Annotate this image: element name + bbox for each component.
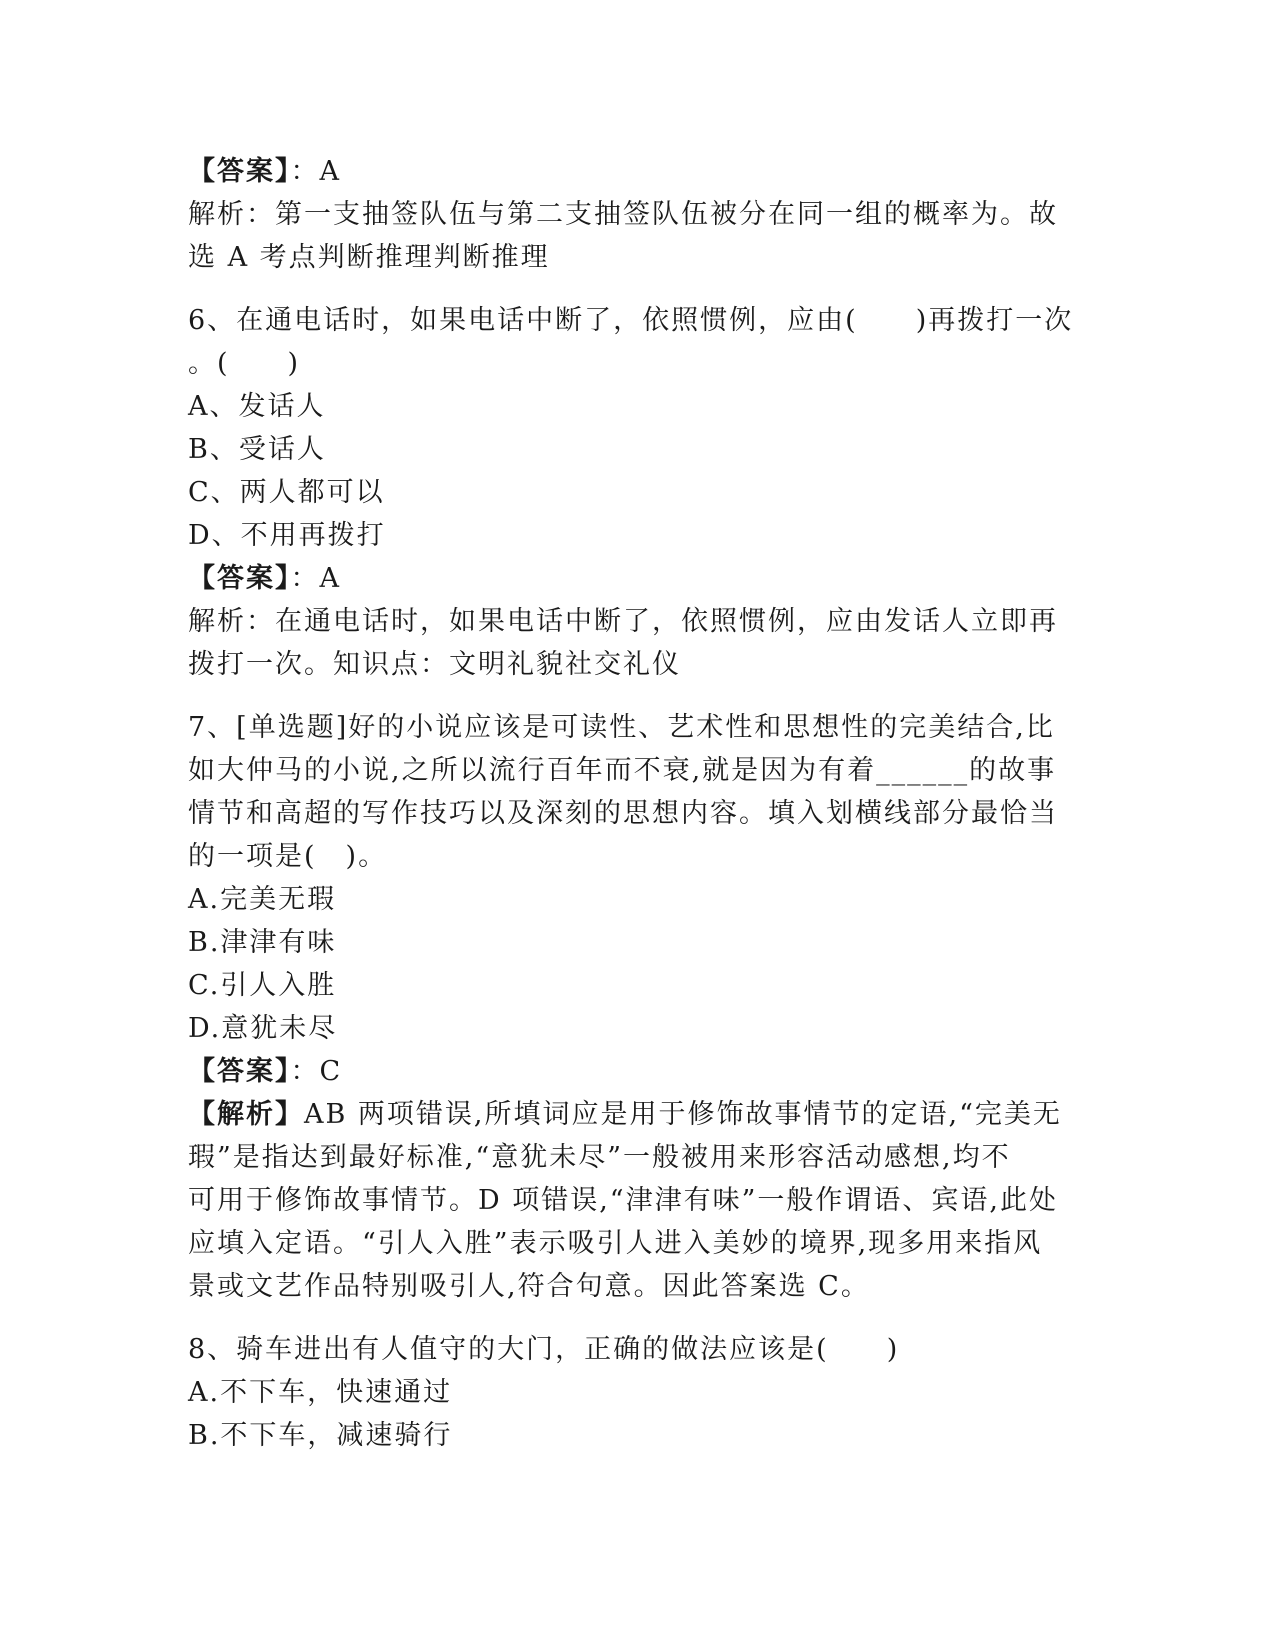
q5-explanation-line-1: 解析：第一支抽签队伍与第二支抽签队伍被分在同一组的概率为。故 — [188, 199, 1058, 230]
q6-explanation-line-1: 解析：在通电话时，如果电话中断了，依照惯例，应由发话人立即再 — [188, 606, 1058, 637]
q7-stem-line-3: 情节和高超的写作技巧以及深刻的思想内容。填入划横线部分最恰当 — [188, 798, 1058, 829]
q6-answer — [188, 557, 1088, 600]
q7-stem-line-2: 如大仲马的小说,之所以流行百年而不衰,就是因为有着______的故事 — [188, 755, 1057, 786]
q6-explanation-line-2: 拨打一次。知识点：文明礼貌社交礼仪 — [188, 649, 681, 680]
q6-stem-line-1: 6、在通电话时，如果电话中断了，依照惯例，应由( )再拨打一次 — [188, 305, 1074, 336]
q7-option-c: C.引人入胜 — [188, 970, 337, 1001]
q6-option-c: C、两人都可以 — [188, 477, 385, 508]
q7-explanation-line-4: 应填入定语。“引人入胜”表示吸引人进入美妙的境界,现多用来指风 — [188, 1228, 1043, 1259]
q7-option-b: B.津津有味 — [188, 927, 337, 958]
q7-answer — [188, 1050, 1088, 1093]
q6-option-a: A、发话人 — [188, 391, 326, 422]
q7-explanation-line-5: 景或文艺作品特别吸引人,符合句意。因此答案选 C。 — [188, 1271, 870, 1302]
q7-option-d: D.意犹未尽 — [188, 1013, 338, 1044]
q7-explanation-line-1-text: AB 两项错误,所填词应是用于修饰故事情节的定语,“完美无 — [304, 1099, 1062, 1130]
q5-answer — [188, 150, 1088, 193]
q5-explanation-line-2: 选 A 考点判断推理判断推理 — [188, 242, 550, 273]
q7-answer-value: ：C — [290, 1056, 343, 1087]
q5-answer-label: 【答案】 — [188, 156, 291, 187]
q7-option-a: A.完美无瑕 — [188, 884, 337, 915]
q6-stem-line-2: 。( ) — [188, 348, 301, 379]
q6-option-d: D、不用再拨打 — [188, 520, 386, 551]
q6-option-b: B、受话人 — [188, 434, 326, 465]
q8-option-a: A.不下车，快速通过 — [188, 1377, 453, 1408]
q7-answer-label: 【答案】 — [188, 1056, 291, 1087]
q6-answer-value: ：A — [290, 563, 341, 594]
q8-option-b: B.不下车，减速骑行 — [188, 1420, 453, 1451]
q8-stem-line-1: 8、骑车进出有人值守的大门，正确的做法应该是( ) — [188, 1334, 900, 1365]
q5-answer-value: ：A — [290, 156, 341, 187]
q6-answer-label: 【答案】 — [188, 563, 291, 594]
q7-explanation-line-3: 可用于修饰故事情节。D 项错误,“津津有味”一般作谓语、宾语,此处 — [188, 1185, 1059, 1216]
q7-stem-line-4: 的一项是( )。 — [188, 841, 388, 872]
document-content — [188, 150, 1088, 1457]
q7-explanation-label: 【解析】 — [188, 1099, 304, 1130]
q7-explanation-line-1 — [188, 1093, 1088, 1136]
q7-explanation-line-2: 瑕”是指达到最好标准,“意犹未尽”一般被用来形容活动感想,均不 — [188, 1142, 1011, 1173]
q7-stem-line-1: 7、[单选题]好的小说应该是可读性、艺术性和思想性的完美结合,比 — [188, 712, 1055, 743]
